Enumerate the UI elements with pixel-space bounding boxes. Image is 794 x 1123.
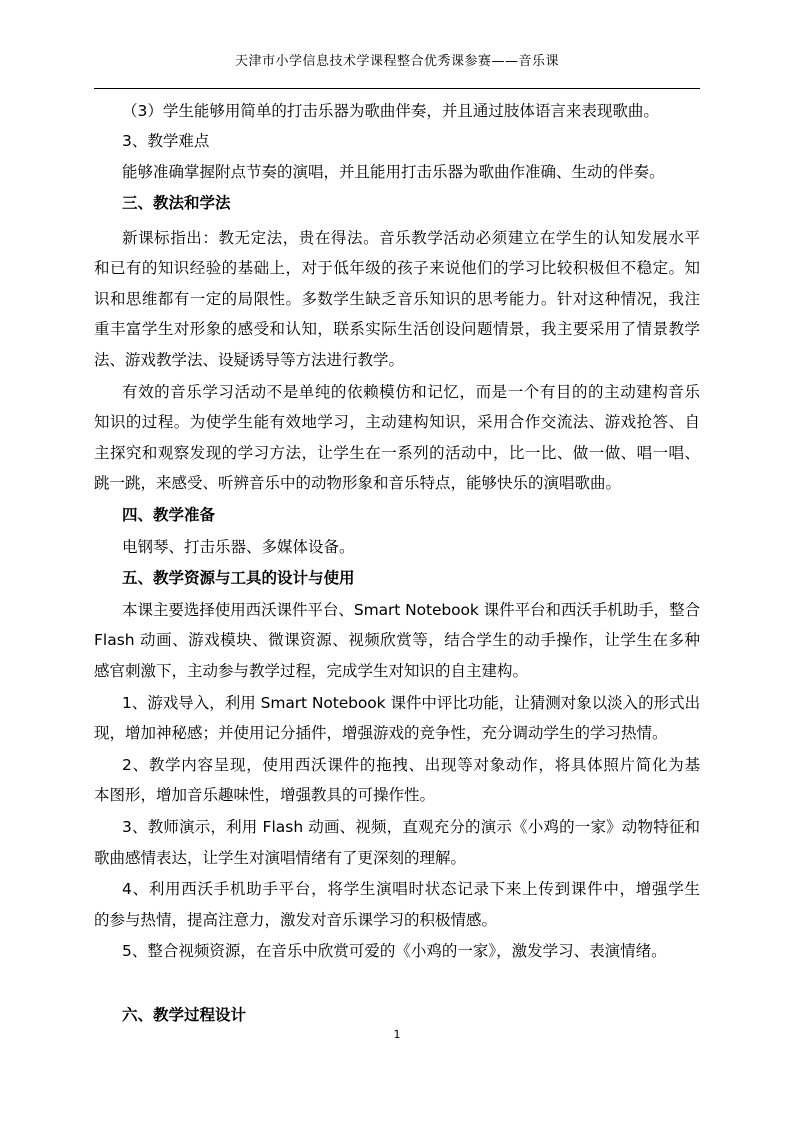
- section-heading-preparation: 四、教学准备: [122, 506, 216, 524]
- list-item: 1、游戏导入，利用 Smart Notebook 课件中评比功能，让猜测对象以淡入的形式出: [122, 694, 700, 712]
- list-item: 现，增加神秘感；并使用记分插件，增强游戏的竞争性，充分调动学生的学习热情。: [94, 724, 668, 742]
- section-heading-methods: 三、教法和学法: [122, 194, 231, 212]
- list-item: 4、利用西沃手机助手平台，将学生演唱时状态记录下来上传到课件中，增强学生: [122, 880, 700, 898]
- list-item: 歌曲感情表达，让学生对演唱情绪有了更深刻的理解。: [94, 849, 467, 867]
- paragraph-line: 新课标指出：教无定法，贵在得法。音乐教学活动必须建立在学生的认知发展水平: [122, 229, 700, 247]
- section-heading-process: 六、教学过程设计: [122, 1006, 247, 1024]
- preparation-text: 电钢琴、打击乐器、多媒体设备。: [122, 538, 355, 556]
- paragraph-line: 知识的过程。为使学生能有效地学习，主动建构知识，采用合作交流法、游戏抢答、自: [94, 413, 700, 431]
- paragraph-line: 跳一跳，来感受、听辨音乐中的动物形象和音乐特点，能够快乐的演唱歌曲。: [94, 474, 622, 492]
- difficulty-text: 能够准确掌握附点节奏的演唱，并且能用打击乐器为歌曲作准确、生动的伴奏。: [122, 163, 665, 181]
- paragraph-line: 识和思维都有一定的局限性。多数学生缺乏音乐知识的思考能力。针对这种情况，我注: [94, 290, 700, 308]
- list-item: 5、整合视频资源，在音乐中欣赏可爱的《小鸡的一家》，激发学习、表演情绪。: [122, 942, 667, 960]
- list-item: 本图形，增加音乐趣味性，增强教具的可操作性。: [94, 786, 436, 804]
- list-item: 的参与热情，提高注意力，激发对音乐课学习的积极情感。: [94, 911, 498, 929]
- paragraph-line: Flash 动画、游戏模块、微课资源、视频欣赏等，结合学生的动手操作，让学生在多种: [94, 631, 700, 649]
- objective-3: （3）学生能够用简单的打击乐器为歌曲伴奏，并且通过肢体语言来表现歌曲。: [122, 102, 659, 120]
- paragraph-line: 主探究和观察发现的学习方法，让学生在一系列的活动中，比一比、做一做、唱一唱、: [94, 444, 700, 462]
- page-header: 天津市小学信息技术学课程整合优秀课参赛——音乐课: [234, 54, 559, 69]
- header-divider: [94, 88, 700, 89]
- page-number: 1: [393, 1028, 401, 1041]
- paragraph-line: 法、游戏教学法、设疑诱导等方法进行教学。: [94, 351, 405, 369]
- section-heading-resources: 五、教学资源与工具的设计与使用: [122, 569, 355, 587]
- paragraph-line: 和已有的知识经验的基础上，对于低年级的孩子来说他们的学习比较积极但不稳定。知: [94, 259, 700, 277]
- paragraph-line: 有效的音乐学习活动不是单纯的依赖模仿和记忆，而是一个有目的的主动建构音乐: [122, 383, 700, 401]
- list-item: 2、教学内容呈现，使用西沃课件的拖拽、出现等对象动作，将具体照片简化为基: [122, 756, 700, 774]
- difficulty-heading: 3、教学难点: [122, 132, 210, 150]
- paragraph-line: 重丰富学生对形象的感受和认知，联系实际生活创设问题情景，我主要采用了情景教学: [94, 320, 700, 338]
- paragraph-line: 感官刺激下，主动参与教学过程，完成学生对知识的自主建构。: [94, 662, 529, 680]
- paragraph-line: 本课主要选择使用西沃课件平台、Smart Notebook 课件平台和西沃手机助手，整合: [122, 601, 700, 619]
- list-item: 3、教师演示，利用 Flash 动画、视频，直观充分的演示《小鸡的一家》动物特征和: [122, 818, 700, 836]
